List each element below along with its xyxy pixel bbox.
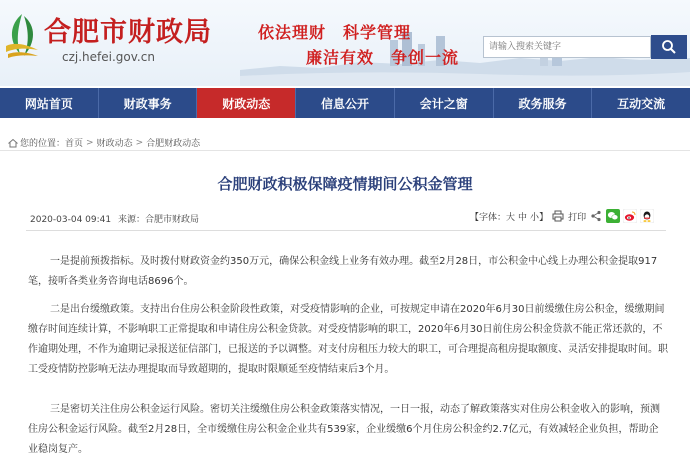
breadcrumb-divider <box>0 150 690 151</box>
breadcrumb-separator: > <box>86 137 94 148</box>
nav-item-finance-affairs[interactable]: 财政事务 <box>99 88 198 118</box>
slogan-line-1: 依法理财 科学管理 <box>258 23 412 42</box>
font-size-large-button[interactable]: 大 <box>506 212 516 223</box>
share-icon[interactable] <box>589 209 603 223</box>
print-icon[interactable] <box>551 209 565 223</box>
breadcrumb-item-hefei-finance-news[interactable]: 合肥财政动态 <box>146 139 201 149</box>
nav-item-accounting-window[interactable]: 会计之窗 <box>395 88 494 118</box>
print-button[interactable]: 打印 <box>568 212 587 223</box>
article-source-label: 来源： <box>117 215 145 225</box>
article-source: 合肥市财政局 <box>145 215 200 225</box>
font-size-medium-button[interactable]: 中 <box>518 212 528 223</box>
article-date: 2020-03-04 09:41 <box>30 215 112 225</box>
breadcrumb-separator: > <box>135 137 144 148</box>
article-paragraph-2: 二是出台缓缴政策。支持出台住房公积金阶段性政策，对受疫情影响的企业，可按规定申请在2020年6月30日前缓缴住房公积金，缓缴期间缴存时间连续计算，不影响职工正常提取和申请住房公积金贷款。对受疫情影响的职工，2020年6月30日前住房公积金贷款不能正常还款的，不作逾期处理，不作为逾期记录报送征信部门，已报送的予以调整。对支付房租压力较大的职工，可合理提高租房提取额度、灵活安排提取时间。职工受疫情防控影响无法办理提取而导致超期的，提取时限顺延至疫情结束后3个月。 <box>28 304 668 375</box>
font-size-small-button[interactable]: 小 <box>530 212 540 223</box>
article-paragraph-3: 三是密切关注住房公积金运行风险。密切关注缓缴住房公积金政策落实情况，一日一报，动态了解政策落实对住房公积金收入的影响，预测住房公积金运行风险。截至2月28日，全市缓缴住房公积金企业共有539家，企业缓缴6个月住房公积金约2.7亿元，有效减轻企业负担，帮助企业稳岗复产。 <box>28 404 660 455</box>
site-title: 合肥市财政局 <box>44 17 212 48</box>
search-button[interactable] <box>651 35 687 59</box>
nav-item-interaction[interactable]: 互动交流 <box>617 96 666 111</box>
font-size-end: 】 <box>539 212 549 223</box>
article-meta <box>30 212 203 225</box>
site-url: czj.hefei.gov.cn <box>62 50 155 64</box>
search-input[interactable] <box>483 36 651 58</box>
article-title: 合肥财政积极保障疫情期间公积金管理 <box>217 175 473 193</box>
font-size-label: 【字体： <box>470 212 507 223</box>
article-tools <box>470 209 657 223</box>
wechat-icon[interactable] <box>606 209 620 223</box>
home-icon <box>8 138 18 148</box>
breadcrumb-item-finance-news[interactable]: 财政动态 <box>96 139 133 149</box>
qq-icon[interactable] <box>640 209 654 223</box>
nav-item-home[interactable]: 网站首页 <box>0 88 99 118</box>
search-icon <box>661 39 677 55</box>
nav-item-government-services[interactable]: 政务服务 <box>494 88 593 118</box>
breadcrumb-item-home[interactable]: 首页 <box>65 139 84 149</box>
weibo-icon[interactable] <box>623 209 637 223</box>
logo-leaf-icon <box>4 10 40 60</box>
breadcrumb-prefix: 您的位置： <box>20 139 66 149</box>
slogan-line-2: 廉洁有效 争创一流 <box>306 48 460 67</box>
meta-divider <box>26 230 666 231</box>
breadcrumb <box>8 136 200 149</box>
site-header <box>0 0 690 86</box>
main-nav <box>0 88 690 118</box>
nav-item-info-disclosure[interactable]: 信息公开 <box>296 88 395 118</box>
article-paragraph-1: 一是提前预拨指标。及时拨付财政资金约350万元，确保公积金线上业务有效办理。截至2月28日，市公积金中心线上办理公积金提取917笔，接听各类业务咨询电话8696个。 <box>28 256 658 287</box>
nav-item-finance-news[interactable]: 财政动态 <box>197 88 296 118</box>
